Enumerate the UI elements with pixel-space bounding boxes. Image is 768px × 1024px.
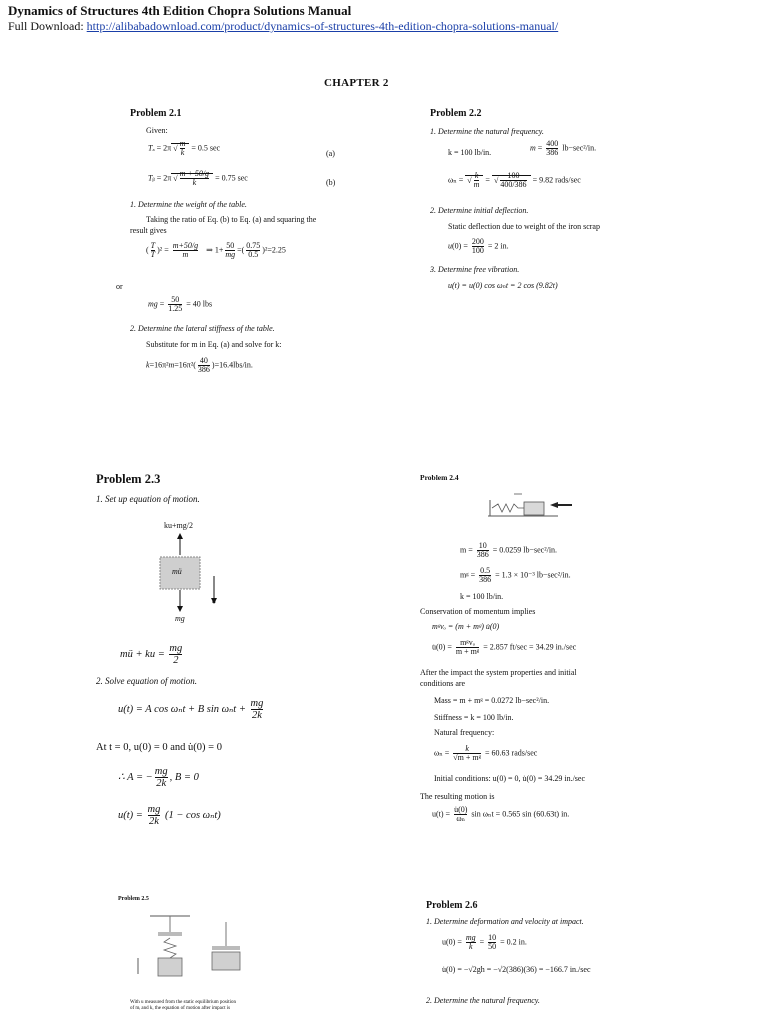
free-body-diagram xyxy=(150,530,230,630)
plate-block-right xyxy=(212,946,240,950)
p24-resulting: The resulting motion is xyxy=(420,792,495,801)
p22-static: Static deflection due to weight of the iron scrap xyxy=(448,222,600,231)
p21-text2: result gives xyxy=(130,226,167,235)
eq-b: Tᵦ = 2π √ $\frac{m + 50/g}{k}$ = 0.75 sec xyxy=(148,169,248,188)
p24-omega: ωₙ = $\frac{k}{\text{√m + mᵍ}}$ = 60.63 rads/sec xyxy=(434,744,538,763)
p23-solution: u(t) = A cos ωₙt + B sin ωₙt + $\frac{mg}{2k}$ xyxy=(118,698,264,722)
p21-text3: Substitute for m in Eq. (a) and solve for k: xyxy=(146,340,282,349)
p24-after2: conditions are xyxy=(420,679,466,688)
download-line xyxy=(8,19,558,34)
p24-u0: u̇(0) = $\frac{\text{mᵍvₒ}}{\text{m + mᵍ}}$ = 2.857 ft/sec = 34.29 in./sec xyxy=(432,638,577,657)
p22-u0: u(0) = $\frac{200}{100}$ = 2 in. xyxy=(448,237,509,256)
p25-system-figure xyxy=(130,912,280,984)
download-label: Full Download: xyxy=(8,19,84,33)
p25-caption-line2: of mᵢ and k, the equation of motion after impact is xyxy=(130,1006,231,1011)
p25-caption xyxy=(130,1000,236,1012)
mass-block-left xyxy=(158,958,182,976)
fbd-weight-label: mg xyxy=(175,614,185,623)
p26-step2: 2. Determine the natural frequency. xyxy=(426,996,540,1005)
p22-m: m = $\frac{400}{386}$ lb−sec²/in. xyxy=(530,139,597,158)
p24-initial: Initial conditions: u(0) = 0, u̇(0) = 34.29 in./sec xyxy=(434,774,585,783)
p24-ut: u(t) = $\frac{u̇(0)}{\text{ωₙ}}$ sin ωₙt = 0.565 sin (60.63t) in. xyxy=(432,805,570,824)
chapter-heading: CHAPTER 2 xyxy=(324,77,389,89)
eq-a: Tₐ = 2π √ $\frac{m}{k}$ = 0.5 sec xyxy=(148,139,221,158)
p23-eom: mü + ku = $\frac{mg}{2}$ xyxy=(120,643,183,667)
mass-block-right xyxy=(212,952,240,970)
p24-mass: Mass = m + mᵍ = 0.0272 lb−sec²/in. xyxy=(434,696,550,705)
fbd-down-arrowhead xyxy=(177,606,183,612)
bullet-icon xyxy=(550,502,558,508)
p24-m: m = $\frac{10}{386}$ = 0.0259 lb−sec²/in. xyxy=(460,541,558,560)
p24-momentum: mᵍvₒ = (m + mᵍ) u̇(0) xyxy=(432,622,500,631)
p23-constants: ∴ A = − $\frac{mg}{2k}$ , B = 0 xyxy=(118,766,199,790)
problem-2-5-title: Problem 2.5 xyxy=(118,896,149,902)
fbd-up-arrowhead xyxy=(177,533,183,539)
p23-step1: 1. Set up equation of motion. xyxy=(96,494,200,504)
problem-2-2-title: Problem 2.2 xyxy=(430,108,482,119)
eq-b-tag: (b) xyxy=(326,178,336,187)
p24-mg: mᵍ = $\frac{0.5}{386}$ = 1.3 × 10⁻³ lb−sec²/in. xyxy=(460,566,571,585)
p24-k: k = 100 lb/in. xyxy=(460,592,504,601)
p21-step1: 1. Determine the weight of the table. xyxy=(130,200,247,209)
p22-step1: 1. Determine the natural frequency. xyxy=(430,127,544,136)
mass-block xyxy=(524,502,544,515)
p24-system-figure xyxy=(488,488,584,528)
p26-v0: u̇(0) = −√2gh = −√2(386)(36) = −166.7 in./sec xyxy=(442,965,591,974)
problem-2-4-title: Problem 2.4 xyxy=(420,473,459,482)
p22-k: k = 100 lb/in. xyxy=(448,148,492,157)
p22-ut: u(t) = u(0) cos ωₙt = 2 cos (9.82t) xyxy=(448,281,558,290)
fbd-top-force: ku+mg/2 xyxy=(164,521,193,530)
p24-stiffness: Stiffness = k = 100 lb/in. xyxy=(434,713,514,722)
p26-u0: u(0) = $\frac{mg}{k}$ = $\frac{10}{50}$ = 0.2 in. xyxy=(442,933,527,952)
plate-block xyxy=(158,932,182,936)
p21-text1: Taking the ratio of Eq. (b) to Eq. (a) and squaring the xyxy=(146,215,317,224)
p22-step3: 3. Determine free vibration. xyxy=(430,265,520,274)
ratio-equation: ( $\frac{T}{T}$ )² = $\frac{m+50/g}{m}$ ⇒ 1+ $\frac{50}{mg}$ =( $\frac{0.75}{0.5}$ )²=2.25 xyxy=(146,241,286,260)
problem-2-3-title: Problem 2.3 xyxy=(96,472,161,486)
problem-2-1-title: Problem 2.1 xyxy=(130,108,182,119)
p21-step2: 2. Determine the lateral stiffness of the table. xyxy=(130,324,275,333)
p23-final: u(t) = $\frac{mg}{2k}$ (1 − cos ωₙt) xyxy=(118,804,221,828)
eq-a-tag: (a) xyxy=(326,149,335,158)
mg-equation: mg = $\frac{50}{1.25}$ = 40 lbs xyxy=(148,295,213,314)
p23-initial-conditions: At t = 0, u(0) = 0 and u̇(0) = 0 xyxy=(96,742,222,753)
given-label: Given: xyxy=(146,126,168,135)
p25-caption-line1: With u measured from the static equilibrium position xyxy=(130,1000,237,1005)
spring-icon xyxy=(164,938,176,958)
p24-conservation: Conservation of momentum implies xyxy=(420,607,536,616)
p22-step2: 2. Determine initial deflection. xyxy=(430,206,529,215)
problem-2-6-title: Problem 2.6 xyxy=(426,900,478,911)
p24-natfreq-label: Natural frequency: xyxy=(434,728,495,737)
document-title: Dynamics of Structures 4th Edition Chopra Solutions Manual xyxy=(8,3,352,18)
k-equation: k=16π²m=16π²( $\frac{40}{386}$ )=16.4lbs/in. xyxy=(146,356,253,375)
p22-omega: ωₙ = √ $\frac{k}{m}$ = √ $\frac{100}{400/386}$ = 9.82 rads/sec xyxy=(448,171,581,190)
or-label: or xyxy=(116,282,123,291)
fbd-u-label: u xyxy=(212,596,216,605)
spring-icon xyxy=(492,504,524,512)
p23-step2: 2. Solve equation of motion. xyxy=(96,676,197,686)
p26-step1: 1. Determine deformation and velocity at impact. xyxy=(426,917,584,926)
fbd-inertia-label: mü xyxy=(172,567,182,576)
download-link[interactable]: http://alibabadownload.com/product/dynamics-of-structures-4th-edition-chopra-solutions-manual/ xyxy=(86,19,559,33)
p24-after1: After the impact the system properties and initial xyxy=(420,668,577,677)
